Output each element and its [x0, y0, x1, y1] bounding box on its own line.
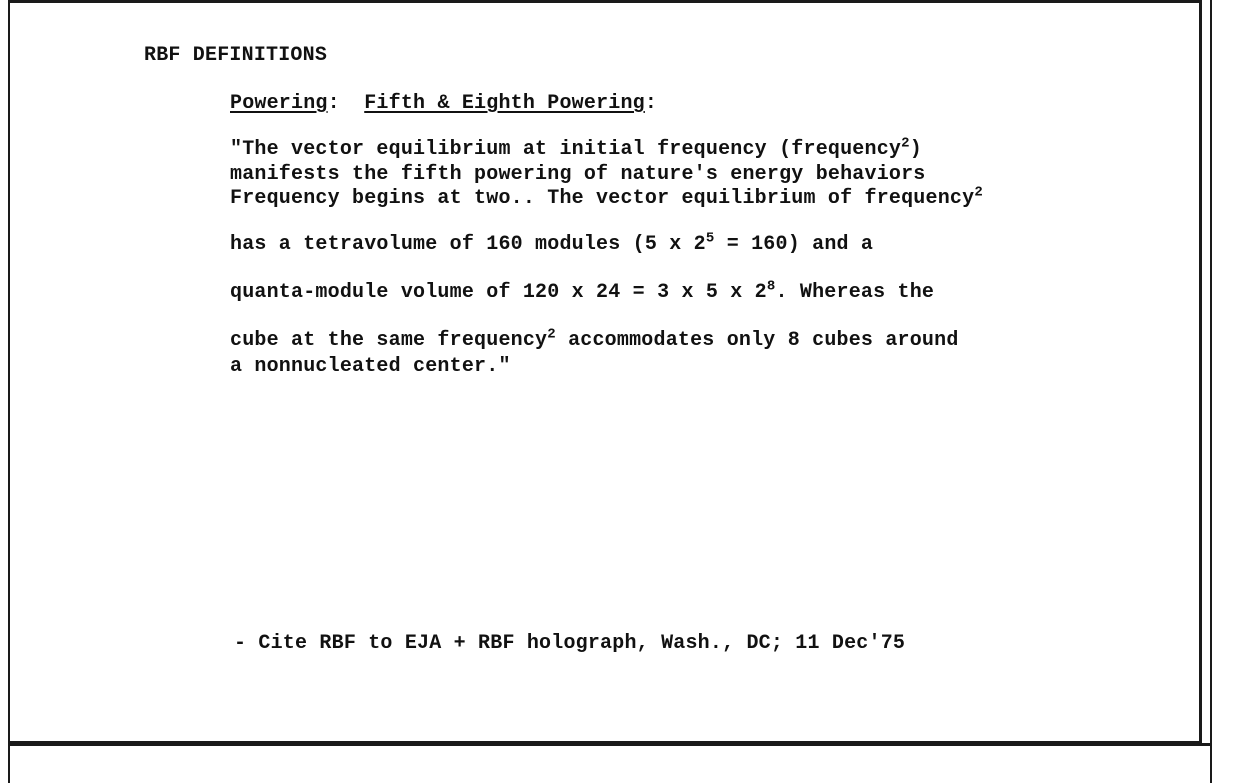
citation: - Cite RBF to EJA + RBF holograph, Wash., DC; 11 Dec'75	[234, 632, 906, 655]
subheading	[230, 92, 657, 115]
quote-line-3: Frequency begins at two.. The vector equilibrium of frequency$^2$	[230, 184, 983, 210]
page-edge-line	[1210, 0, 1212, 775]
quote-line-4: has a tetravolume of 160 modules (5 x $2^5 = 160$) and a	[230, 230, 874, 256]
quote-line-1: "The vector equilibrium at initial frequency (frequency$^2$)	[230, 135, 922, 161]
subterm-label: Fifth & Eighth Powering	[364, 92, 645, 115]
quote-line-5: quanta-module volume of 120 x 24 = 3 x 5 x $2^8$. Whereas the	[230, 278, 935, 304]
quote-line-7: a nonnucleated center."	[230, 355, 511, 378]
quote-line-6: cube at the same frequency$^2$ accommodates only 8 cubes around	[230, 326, 959, 352]
term-colon: :	[327, 92, 340, 115]
next-card-edge	[8, 743, 1212, 783]
term-label: Powering	[230, 92, 328, 115]
page-title: RBF DEFINITIONS	[144, 44, 328, 67]
subterm-colon: :	[644, 92, 658, 115]
quote-line-2: manifests the fifth powering of nature's energy behaviors	[230, 163, 926, 186]
